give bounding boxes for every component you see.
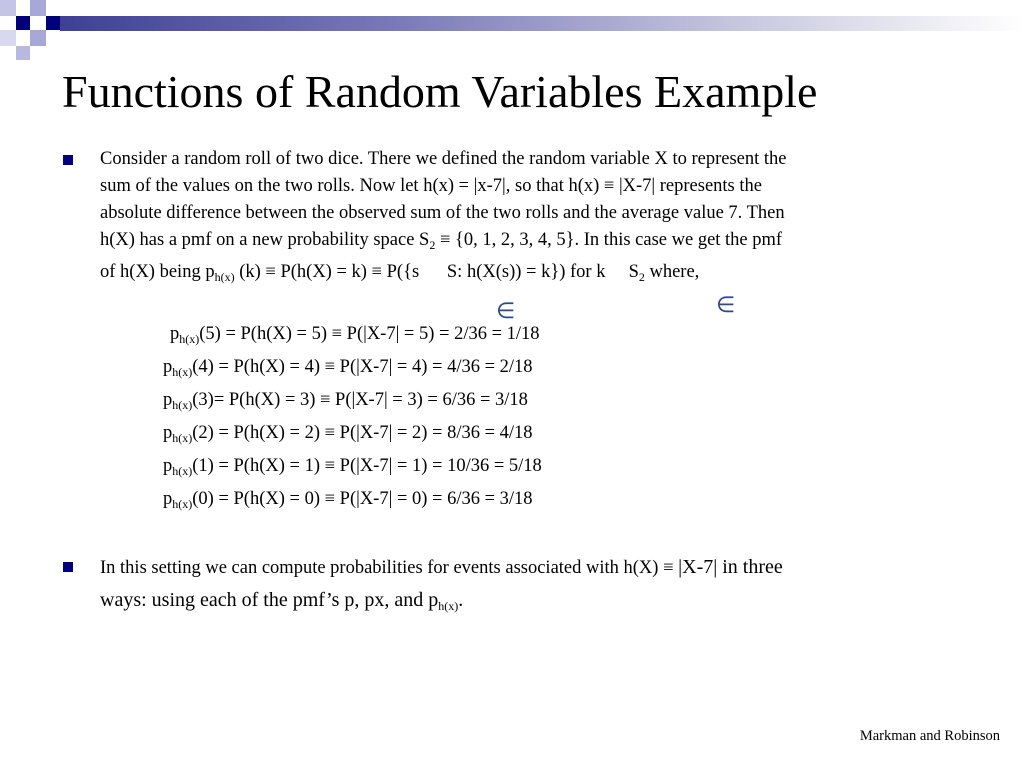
bullet-2-line-1: In this setting we can compute probabilities for events associated with h(X) ≡ |X-7| in three [100,556,783,578]
decor-square-2 [16,16,30,30]
pmf-row-1: $p_{h(x)}(1) = P(h(X) = 1) \equiv P(|X-7| = 1) = 10/36 = 5/18$ [163,456,542,478]
bullet-marker-1 [63,155,73,165]
bullet-1-line-5: of h(X) being $p_{h(x)}$ (k) ≡ P(h(X) = k) ≡ P({s S: h(X(s)) = k}) for k $S_2$ where, [100,262,700,284]
pmf-row-0: $p_{h(x)}(0) = P(h(X) = 0) \equiv P(|X-7| = 0) = 6/36 = 3/18$ [163,489,533,511]
bullet-marker-2 [63,562,73,572]
decor-square-3 [30,0,46,16]
header-gradient-bar [60,16,1024,31]
bullet-1-line-2: sum of the values on the two rolls. Now let h(x) = |x-7|, so that h(x) ≡ |X-7| represents the [100,176,762,196]
pmf-row-2: $p_{h(x)}(2) = P(h(X) = 2) \equiv P(|X-7| = 2) = 8/36 = 4/18$ [163,423,533,445]
element-of-symbol-2: ∈ [716,293,736,318]
element-of-symbol-1: ∈ [496,299,516,324]
bullet-1-line-3: absolute difference between the observed sum of the two rolls and the average value 7. Then [100,203,785,223]
decor-square-1 [0,0,16,16]
pmf-row-5: $p_{h(x)}(5) = P(h(X) = 5) \equiv P(|X-7| = 5) = 2/36 = 1/18$ [170,324,540,346]
pmf-row-4: $p_{h(x)}(4) = P(h(X) = 4) \equiv P(|X-7| = 4) = 4/36 = 2/18$ [163,357,533,379]
decor-square-5 [0,30,16,46]
footer-credit: Markman and Robinson [859,728,1000,744]
bullet-1-line-4: h(X) has a pmf on a new probability space $S_2 \equiv \{0$, 1, 2, 3, 4, 5}. In this case we get the pmf [100,230,783,252]
pmf-row-3: $p_{h(x)}(3)= P(h(X) = 3) \equiv P(|X-7| = 3) = 6/36 = 3/18$ [163,390,528,412]
bullet-1-line-1: Consider a random roll of two dice. There we defined the random variable X to represent the [100,149,787,169]
decor-square-4 [46,16,60,30]
decor-square-7 [16,46,30,60]
slide-title: Functions of Random Variables Example [62,66,818,117]
decor-square-6 [30,30,46,46]
bullet-2-text [100,551,960,622]
bullet-2-line-2: ways: using each of the pmf’s p, px, and $p_{h(x)}$. [100,589,464,613]
bullet-1-text [100,146,960,291]
